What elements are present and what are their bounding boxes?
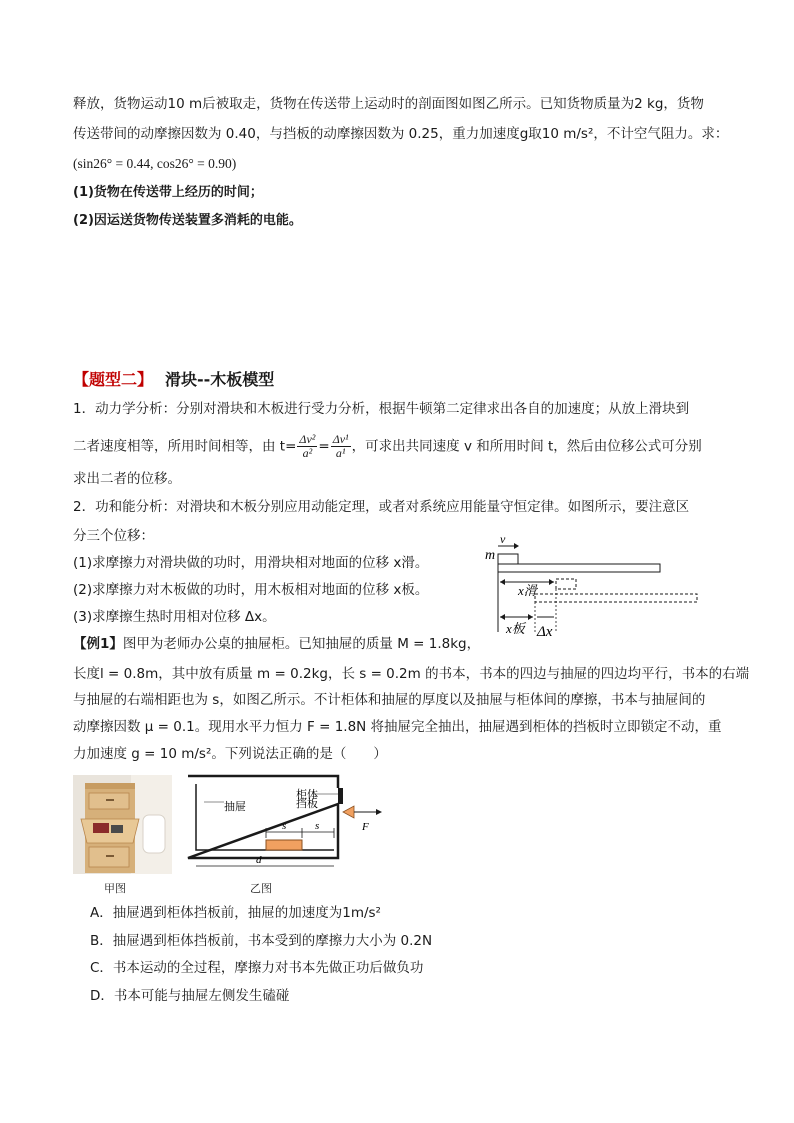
fraction: [331, 433, 351, 460]
book: [266, 840, 302, 850]
problem-text-line: 释放，货物运动10 m后被取走，货物在传送带上运动时的剖面图如图乙所示。已知货物质量为2 kg，货物: [73, 96, 704, 112]
arrowhead: [500, 579, 505, 585]
velocity-arrowhead: [514, 543, 519, 549]
board: [498, 564, 660, 572]
drawer-handle: [106, 799, 114, 801]
drawer-cabinet-photo: [73, 775, 172, 874]
lamp: [143, 815, 165, 853]
fraction-numerator: Δv¹: [332, 432, 349, 446]
option-b[interactable]: B．抽屉遇到柜体挡板前，书本受到的摩擦力大小为 0.2N: [90, 933, 433, 949]
question-2: (2)因运送货物传送装置多消耗的电能。: [73, 213, 302, 228]
section-title: 滑块--木板模型: [165, 370, 275, 389]
example-line: 长度l = 0.8m，其中放有质量 m = 0.2kg，长 s = 0.2m 的书本，书本的四边与抽屉的四边均平行，书本的右端: [73, 666, 750, 682]
trig-values: (sin26° = 0.44, cos26° = 0.90): [73, 156, 237, 171]
example-line: [73, 634, 480, 654]
problem-text-line: 传送带间的动摩擦因数为 0.40，与挡板的动摩擦因数为 0.25，重力加速度g取10 m/s²，不计空气阻力。求：: [73, 126, 729, 142]
arrowhead: [549, 579, 554, 585]
label-s: s: [315, 820, 320, 832]
box-in-drawer: [93, 823, 109, 833]
cabinet-top: [85, 783, 135, 789]
example-text: 图甲为老师办公桌的抽屉柜。已知抽屉的质量 M = 1.8kg，: [122, 636, 481, 652]
velocity-label: v: [500, 532, 506, 546]
dx-label: Δx: [537, 624, 553, 640]
example-tag: 【例1】: [73, 636, 123, 652]
equals-sign: =: [318, 438, 330, 455]
item-in-drawer: [111, 825, 123, 833]
arrowhead: [500, 614, 505, 620]
example-line: 与抽屉的右端相距也为 s，如图乙所示。不计柜体和抽屉的厚度以及抽屉与柜体间的摩擦，书本与抽屉间的: [73, 692, 706, 708]
para-text: 二者速度相等，所用时间相等，由 t=: [73, 438, 297, 455]
board-final: [535, 594, 697, 602]
label-s: s: [282, 820, 287, 832]
label-baffle: 挡板: [296, 798, 318, 810]
slider-block: [498, 554, 518, 564]
list-item: (3)求摩擦生热时用相对位移 Δx。: [73, 609, 276, 625]
list-item: (1)求摩擦力对滑块做的功时，用滑块相对地面的位移 x滑。: [73, 555, 429, 571]
option-a[interactable]: A．抽屉遇到柜体挡板前，抽屉的加速度为1m/s²: [90, 905, 381, 921]
drawer-handle: [106, 855, 114, 857]
label-drawer: 抽屉: [224, 801, 246, 813]
option-d[interactable]: D．书本可能与抽屉左侧发生磕碰: [90, 988, 290, 1004]
fraction-numerator: Δv²: [299, 432, 316, 446]
x-board-label: x板: [506, 621, 525, 636]
para-text-line: 求出二者的位移。: [73, 471, 181, 487]
list-item: (2)求摩擦力对木板做的功时，用木板相对地面的位移 x板。: [73, 582, 429, 598]
force-handle: [343, 806, 354, 818]
section-bracket: 【题型二】: [73, 370, 154, 389]
fraction-denominator: a¹: [335, 446, 346, 460]
para-formula-line: [73, 433, 702, 460]
section-heading: [73, 367, 274, 390]
slider-board-diagram: [478, 532, 708, 642]
question-1: (1)货物在传送带上经历的时间；: [73, 185, 263, 200]
open-drawer: [81, 819, 139, 843]
slider-block-final: [556, 579, 576, 589]
label-F: F: [362, 821, 369, 833]
label-cabinet: 柜体: [296, 789, 318, 801]
para-text: ，可求出共同速度 v 和所用时间 t，然后由位移公式可分别: [351, 438, 702, 455]
para-text-line: 分三个位移：: [73, 528, 154, 544]
example-line: 力加速度 g = 10 m/s²。下列说法正确的是（ ）: [73, 746, 387, 762]
baffle: [338, 788, 343, 804]
para-text-line: 2．功和能分析：对滑块和木板分别应用动能定理，或者对系统应用能量守恒定律。如图所示，要注意区: [73, 499, 690, 515]
figure-caption-yi: 乙图: [250, 882, 272, 895]
label-d: d: [256, 854, 262, 866]
fraction-denominator: a²: [302, 446, 313, 460]
option-c[interactable]: C．书本运动的全过程，摩擦力对书本先做正功后做负功: [90, 960, 424, 976]
force-arrowhead: [376, 809, 382, 815]
fraction: [297, 433, 317, 460]
figure-caption-jia: 甲图: [104, 882, 126, 895]
drawer-diagram: [186, 774, 386, 874]
arrowhead: [528, 614, 533, 620]
x-slide-label: x滑: [518, 583, 537, 598]
example-line: 动摩擦因数 μ = 0.1。现用水平力恒力 F = 1.8N 将抽屉完全抽出，抽屉遇到柜体的挡板时立即锁定不动，重: [73, 719, 722, 735]
mass-label: m: [485, 548, 496, 563]
para-text-line: 1．动力学分析：分别对滑块和木板进行受力分析，根据牛顿第二定律求出各自的加速度；从放上滑块到: [73, 401, 690, 417]
